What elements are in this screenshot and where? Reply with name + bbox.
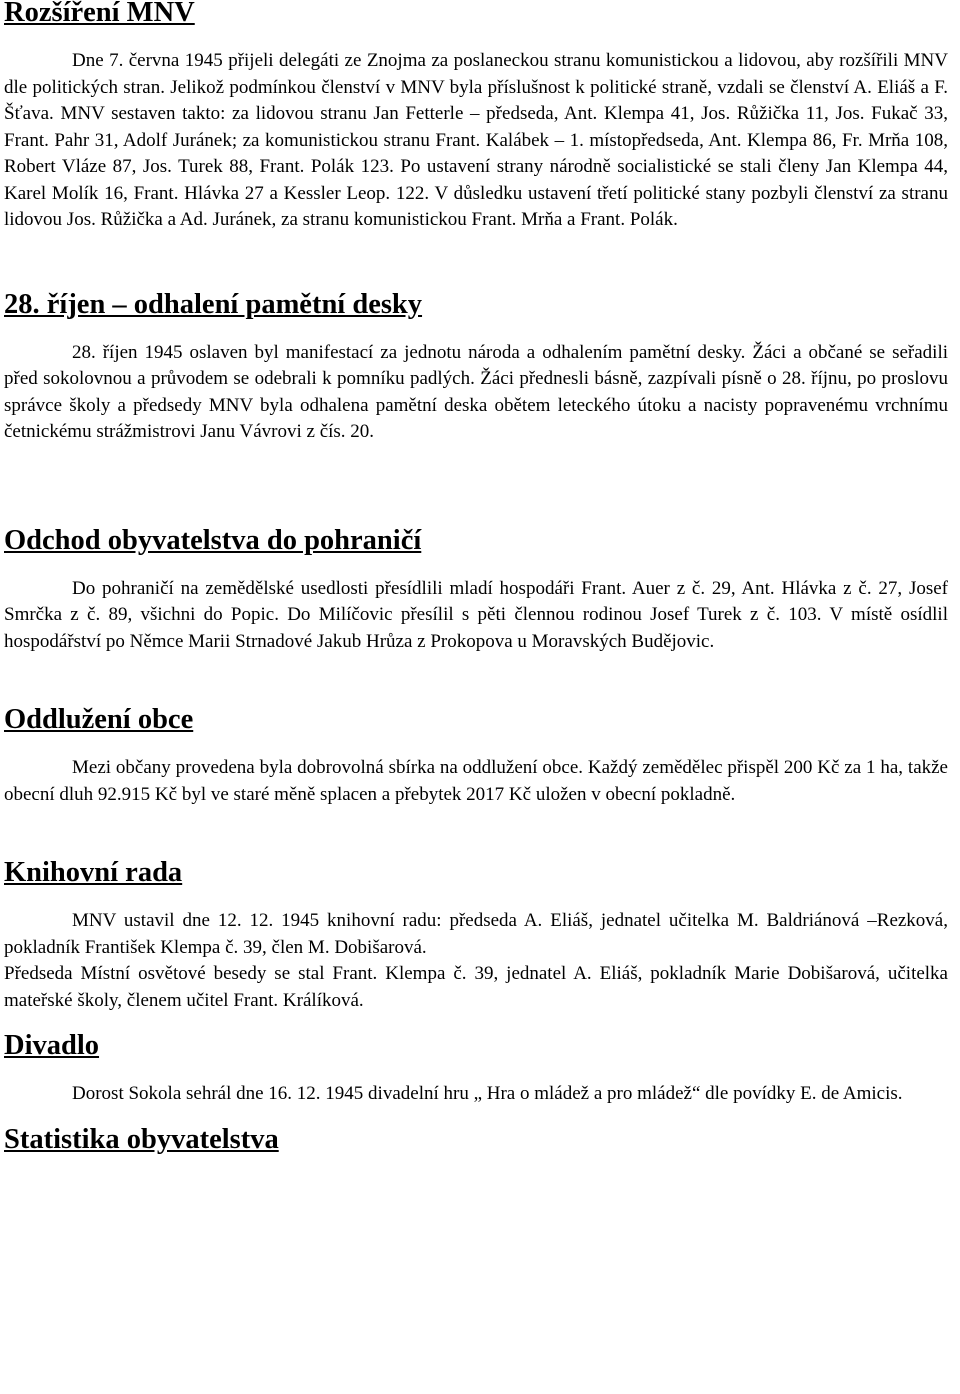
section-heading-border: Odchod obyvatelstva do pohraničí (4, 524, 422, 556)
section-heading-statistics: Statistika obyvatelstva (4, 1123, 279, 1155)
paragraph-mnv: Dne 7. června 1945 přijeli delegáti ze Znojma za poslaneckou stranu komunistickou a lidovou, aby rozšířili MNV dle politických stran. Jelikož podmínkou členství v MNV byla příslušnost k politické straně, vzdali se členství A. Eliáš a F. Šťava. MNV sestaven takto: za lidovou stranu Jan Fetterle – předseda, Ant. Klempa 41, Jos. Růžička 11, Jos. Fukač 33, Frant. Pahr 31, Adolf Juránek; za komunistickou stranu Frant. Kalábek – 1. místopředseda, Ant. Klempa 86, Fr. Mrňa 108, Robert Vláze 87, Jos. Turek 88, Frant. Polák 123. Po ustavení strany národně socialistické se stali členy Jan Klempa 44, Karel Molík 16, Frant. Hlávka 27 a Kessler Leop. 122. V důsledku ustavení třetí politické stany pozbyli členství za stranu lidovou Jos. Růžička a Ad. Juránek, za stranu komunistickou Frant. Mrňa a Frant. Polák. (4, 50, 948, 230)
section-heading-mnv: Rozšíření MNV (4, 0, 195, 28)
paragraph-library-2: Předseda Místní osvětové besedy se stal Frant. Klempa č. 39, jednatel A. Eliáš, pokladník Marie Dobišarová, učitelka mateřské školy, členem učitel Frant. Králíková. (4, 963, 948, 1011)
section-heading-library: Knihovní rada (4, 857, 183, 888)
paragraph-library-1: MNV ustavil dne 12. 12. 1945 knihovní radu: předseda A. Eliáš, jednatel učitelka M. Baldriánová –Rezková, pokladník František Klempa č. 39, člen M. Dobišarová. (4, 910, 948, 958)
section-heading-debt: Oddlužení obce (4, 704, 194, 735)
section-heading-october: 28. říjen – odhalení pamětní desky (4, 288, 423, 320)
paragraph-october: 28. říjen 1945 oslaven byl manifestací za jednotu národa a odhalením pamětní desky. Žáci a občané se seřadili před sokolovnou a průvodem se odebrali k pomníku padlých. Žáci přednesli básně, zazpívali písně o 28. říjnu, po proslovu správce školy a předsedy MNV byla odhalena pamětní deska obětem leteckého útoku a nacisty popravenému vrchnímu četnickému strážmistrovi Janu Vávrovi z čís. 20. (4, 341, 948, 442)
paragraph-border: Do pohraničí na zemědělské usedlosti přesídlili mladí hospodáři Frant. Auer z č. 29, Ant. Hlávka z č. 27, Josef Smrčka z č. 89, všichni do Popic. Do Milíčovic přesílil s pěti člennou rodinou Josef Turek z č. 103. V místě osídlil hospodářství po Němce Marii Strnadové Jakub Hrůza z Prokopova u Moravských Budějovic. (4, 577, 948, 652)
section-heading-theatre: Divadlo (4, 1030, 100, 1061)
paragraph-theatre: Dorost Sokola sehrál dne 16. 12. 1945 divadelní hru „ Hra o mládež a pro mládež“ dle povídky E. de Amicis. (72, 1083, 903, 1104)
paragraph-debt: Mezi občany provedena byla dobrovolná sbírka na oddlužení obce. Každý zemědělec přispěl 200 Kč za 1 ha, takže obecní dluh 92.915 Kč byl ve staré měně splacen a přebytek 2017 Kč uložen v obecní pokladně. (4, 757, 948, 805)
